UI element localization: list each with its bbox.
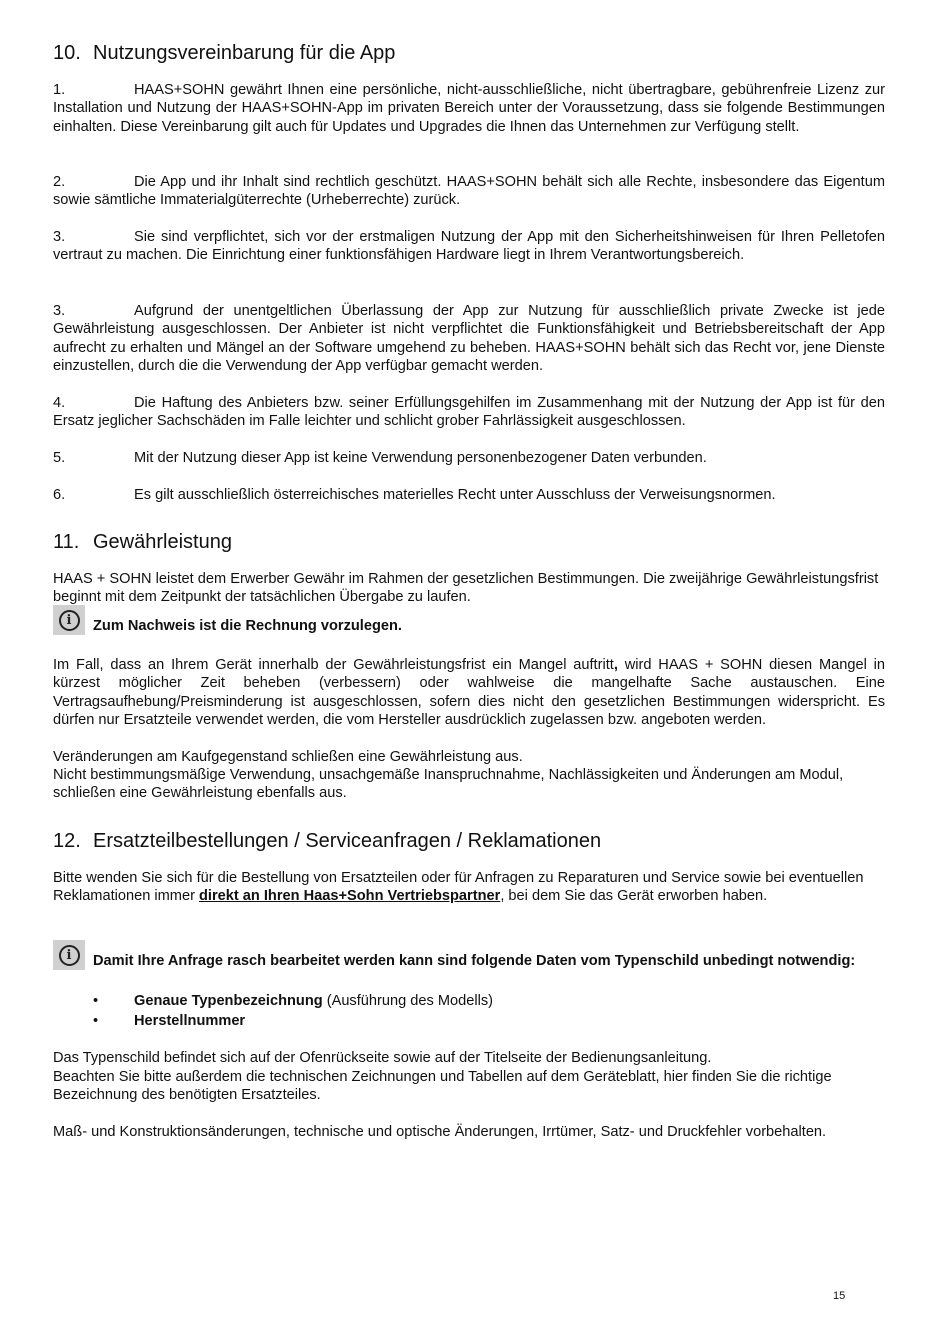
s10-item-1 (53, 81, 885, 136)
section-11-number: 11. (53, 531, 80, 553)
s12-p3: Maß- und Konstruktionsänderungen, technische und optische Änderungen, Irrtümer, Satz- und Druckfehler vorbehalten. (53, 1124, 827, 1140)
s10-item-1-number: 1. (53, 82, 66, 98)
section-12-title: Ersatzteilbestellungen / Serviceanfragen / Reklamationen (93, 830, 602, 852)
s12-intro-part-a: Bitte wenden Sie sich für die Bestellung von Ersatzteilen oder für Anfragen zu Reparaturen und Service sowie bei eventuellen Reklamationen immer (53, 870, 864, 905)
s10-item-7 (53, 486, 885, 504)
list-item (53, 1012, 885, 1032)
s10-item-5-number: 4. (53, 395, 66, 411)
s10-item-5-text: Die Haftung des Anbieters bzw. seiner Erfüllungsgehilfen im Zusammenhang mit der Nutzung der App ist für den Ersatz jeglicher Sachschäden im Falle leichter und schlicht grober Fahrlässigkeit ausgeschlossen. (53, 395, 885, 430)
s10-item-6-number: 5. (53, 450, 66, 466)
page-number: 15 (833, 1290, 846, 1302)
s10-item-4-number: 3. (53, 303, 66, 319)
s12-p1: Das Typenschild befindet sich auf der Ofenrückseite sowie auf der Titelseite der Bedienungsanleitung. (53, 1050, 712, 1066)
section-11-title: Gewährleistung (93, 531, 232, 553)
s10-item-3-number: 3. (53, 229, 66, 245)
s10-item-4-text: Aufgrund der unentgeltlichen Überlassung der App zur Nutzung für ausschließlich private Zwecke ist jede Gewährleistung ausgeschlossen. Der Anbieter ist nicht verpflichtet die Funktionsfähigkeit und Betriebsbereitschaft der App aufrecht zu erhalten und Mängel an der Software umgehend zu beheben. HAAS+SOHN behält sich das Recht vor, jene Dienste einzustellen, durch die die Verwendung der App verfügbar gemacht werden. (53, 303, 885, 374)
section-10-heading (53, 42, 395, 65)
list-item (53, 992, 885, 1012)
bullet: • (93, 1012, 99, 1029)
s10-item-1-text: HAAS+SOHN gewährt Ihnen eine persönliche, nicht-ausschließliche, nicht übertragbare, gebührenfreie Lizenz zur Installation und Nutzung der HAAS+SOHN-App im privaten Bereich unter der Voraussetzung, dass sie folgende Bestimmungen einhalten. Diese Vereinbarung gilt auch für Updates und Upgrades die Ihnen das Unternehmen zur Verfügung stellt. (53, 82, 885, 135)
s12-intro (53, 869, 885, 906)
s11-intro: HAAS + SOHN leistet dem Erwerber Gewähr im Rahmen der gesetzlichen Bestimmungen. Die zweijährige Gewährleistungsfrist beginnt mit dem Zeitpunkt der tatsächlichen Übergabe zu laufen. (53, 571, 879, 606)
section-10-number: 10. (53, 42, 81, 64)
list-item-bold: Herstellnummer (134, 1012, 246, 1029)
list-item-bold: Genaue Typenbezeichnung (134, 993, 323, 1009)
s10-item-7-text: Es gilt ausschließlich österreichisches materielles Recht unter Ausschluss der Verweisungsnormen. (134, 487, 776, 503)
s10-item-6 (53, 449, 885, 467)
s10-item-3 (53, 228, 885, 265)
s11-line-3: Nicht bestimmungsmäßige Verwendung, unsachgemäße Inanspruchnahme, Nachlässigkeiten und Änderungen am Modul, schließen eine Gewährleistung ebenfalls aus. (53, 767, 844, 802)
distributor-link-text: direkt an Ihren Haas+Sohn Vertriebspartner (199, 888, 501, 905)
s12-intro-part-b: , bei dem Sie das Gerät erworben haben. (500, 888, 768, 905)
s11-line-2: Veränderungen am Kaufgegenstand schließen eine Gewährleistung aus. (53, 749, 523, 765)
info-icon: i (53, 605, 85, 635)
s10-item-6-text: Mit der Nutzung dieser App ist keine Verwendung personenbezogener Daten verbunden. (134, 450, 707, 466)
section-12-number: 12. (53, 830, 81, 852)
s11-body-part-a: Im Fall, dass an Ihrem Gerät innerhalb der Gewährleistungsfrist ein Mangel auftritt (53, 657, 614, 673)
info-icon: i (53, 940, 85, 970)
s10-item-2 (53, 173, 885, 210)
section-12-heading (53, 830, 601, 853)
s11-body-comma: , (613, 657, 618, 673)
s11-body (53, 656, 885, 729)
s12-p2: Beachten Sie bitte außerdem die technischen Zeichnungen und Tabellen auf dem Geräteblatt, hier finden Sie die richtige Bezeichnung des benötigten Ersatzteiles. (53, 1069, 832, 1104)
s10-item-7-number: 6. (53, 487, 66, 503)
section-10-title: Nutzungsvereinbarung für die App (93, 42, 396, 64)
s10-item-4 (53, 302, 885, 375)
s11-note: Zum Nachweis ist die Rechnung vorzulegen. (93, 618, 402, 634)
s10-item-3-text: Sie sind verpflichtet, sich vor der erstmaligen Nutzung der App mit den Sicherheitshinweisen für Ihren Pelletofen vertraut zu machen. Die Einrichtung einer funktionsfähigen Hardware liegt in Ihrem Verantwortungsbereich. (53, 229, 885, 264)
s10-item-2-text: Die App und ihr Inhalt sind rechtlich geschützt. HAAS+SOHN behält sich alle Rechte, insbesondere das Eigentum sowie sämtliche Immaterialgüterrechte (Urheberrechte) zurück. (53, 174, 885, 209)
section-11-heading (53, 531, 232, 554)
s10-item-5 (53, 394, 885, 431)
s11-body-part-b: wird HAAS + SOHN diesen Mangel in kürzest möglicher Zeit beheben (verbessern) oder wahlweise die mangelhafte Sache austauschen. Eine Vertragsaufhebung/Preisminderung ist ausgeschlossen, sofern dies nicht den gesetzlichen Bestimmungen widerspricht. Es dürfen nur Ersatzteile verwendet werden, die vom Hersteller ausdrücklich zugelassen bzw. angeboten werden. (53, 657, 885, 728)
s12-note: Damit Ihre Anfrage rasch bearbeitet werden kann sind folgende Daten vom Typenschild unbedingt notwendig: (93, 953, 856, 969)
required-data-list (53, 992, 885, 1031)
list-item-rest: (Ausführung des Modells) (322, 993, 494, 1009)
s10-item-2-number: 2. (53, 174, 66, 190)
bullet: • (93, 993, 99, 1009)
